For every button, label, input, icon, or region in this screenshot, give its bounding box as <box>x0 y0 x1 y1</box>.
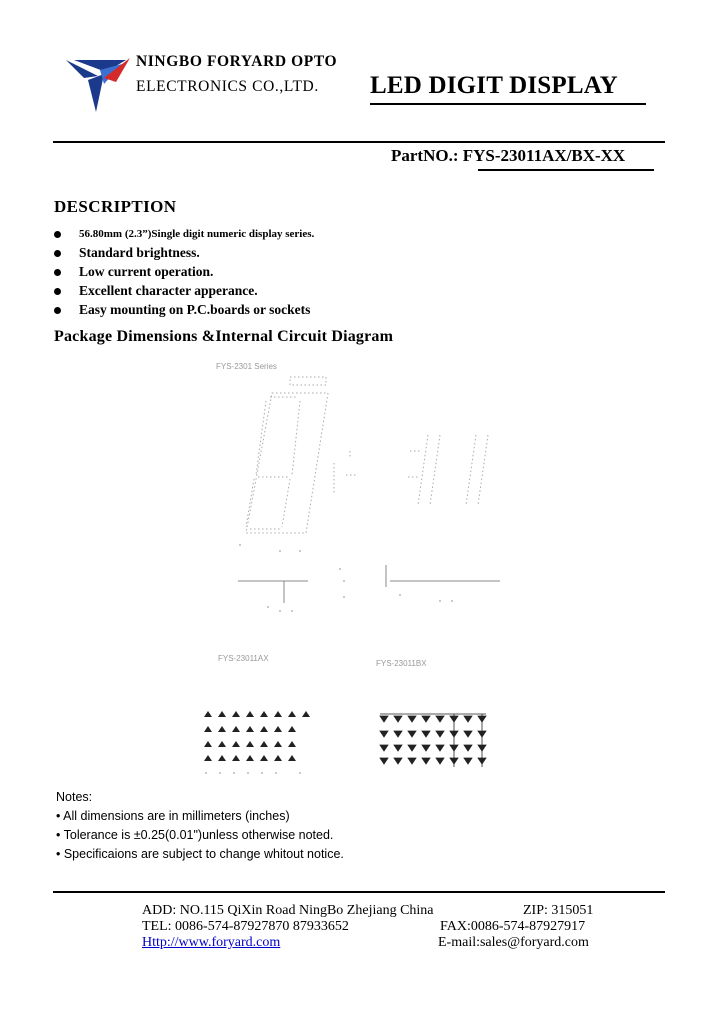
bullet-icon <box>54 307 61 314</box>
feature-item <box>54 283 258 299</box>
feature-item <box>54 302 310 318</box>
diode-row <box>204 726 296 732</box>
feature-item <box>54 228 314 240</box>
website-link[interactable]: Http://www.foryard.com <box>142 935 281 950</box>
circuit-a-label: FYS-23011AX <box>218 654 269 663</box>
part-number-underline <box>478 169 654 171</box>
note-item: • All dimensions are in millimeters (inches) <box>56 809 290 823</box>
bullet-icon <box>54 269 61 276</box>
bullet-icon <box>54 288 61 295</box>
feature-text: Standard brightness. <box>79 245 200 260</box>
diode-row <box>204 711 310 717</box>
diode-row <box>380 745 486 751</box>
front-view <box>246 377 328 533</box>
series-label: FYS-2301 Series <box>216 362 277 371</box>
diode-row <box>204 755 296 761</box>
feature-item <box>54 245 200 261</box>
dimension-marks <box>239 544 453 612</box>
circuit-b-diagram <box>380 714 486 767</box>
footer-email[interactable]: E-mail:sales@foryard.com <box>438 935 589 950</box>
diode-row <box>204 741 296 747</box>
bullet-icon <box>54 250 61 257</box>
part-number: PartNO.: FYS-23011AX/BX-XX <box>391 146 626 165</box>
footer-zip: ZIP: 315051 <box>523 903 594 918</box>
diode-row <box>380 758 486 764</box>
rear-view <box>408 435 488 505</box>
bullet-icon <box>54 231 61 238</box>
notes-heading: Notes: <box>56 790 93 804</box>
company-name-line-1: NINGBO FORYARD OPTO <box>136 53 338 70</box>
document-title: LED DIGIT DISPLAY <box>370 72 618 99</box>
circuit-b-label: FYS-23011BX <box>376 659 427 668</box>
circuit-a-diagram <box>204 711 310 774</box>
feature-text: Low current operation. <box>79 264 214 279</box>
foryard-logo-icon <box>66 58 132 112</box>
feature-text: Easy mounting on P.C.boards or sockets <box>79 302 311 317</box>
package-heading: Package Dimensions &Internal Circuit Diagram <box>54 328 394 345</box>
note-item: • Specificaions are subject to change whitout notice. <box>56 847 344 861</box>
header-divider <box>53 141 665 143</box>
title-underline <box>370 103 646 105</box>
feature-item <box>54 264 213 280</box>
package-dimension-drawing <box>200 355 520 780</box>
description-heading: DESCRIPTION <box>54 197 177 216</box>
note-item: • Tolerance is ±0.25(0.01")unless otherwise noted. <box>56 828 334 842</box>
footer-divider <box>53 891 665 893</box>
diode-row <box>380 731 486 737</box>
diode-row <box>380 714 486 722</box>
feature-text: 56.80mm (2.3”)Single digit numeric display series. <box>79 228 315 240</box>
pin-marks <box>205 772 301 774</box>
footer-tel: TEL: 0086-574-87927870 87933652 <box>142 919 349 934</box>
footer-fax: FAX:0086-574-87927917 <box>440 919 586 934</box>
side-view <box>334 451 356 495</box>
footer-address: ADD: NO.115 QiXin Road NingBo Zhejiang China <box>142 903 434 918</box>
company-name-line-2: ELECTRONICS CO.,LTD. <box>136 78 319 95</box>
bottom-view <box>238 565 500 603</box>
feature-text: Excellent character apperance. <box>79 283 258 298</box>
